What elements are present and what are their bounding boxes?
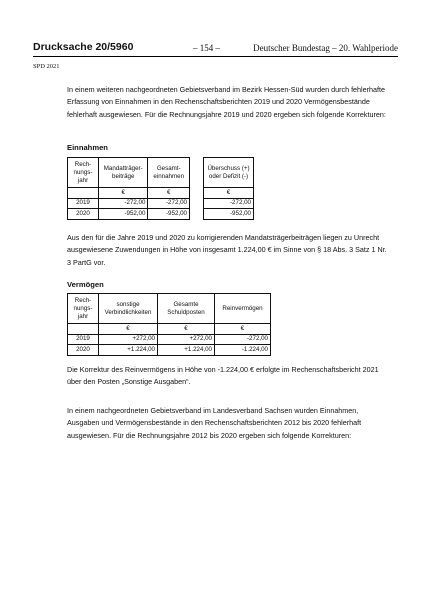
table-row (68, 345, 271, 356)
table-row (204, 198, 254, 209)
row-mandat-value: -952,00 (99, 209, 148, 220)
currency-cell-empty (68, 188, 99, 199)
row-year: 2019 (68, 334, 99, 345)
row-sonstige-value: +1.224,00 (99, 345, 158, 356)
table-row (68, 198, 190, 209)
vermoegen-table (67, 293, 271, 356)
page-number: – 154 – (193, 43, 220, 53)
col-header-schuldposten: Gesamte Schuldposten (158, 294, 215, 324)
col-header-ueberschuss: Überschuss (+) oder Defizit (-) (204, 158, 254, 188)
document-number: Drucksache 20/5960 (33, 41, 134, 53)
col-header-year: Rech-nungs-jahr (68, 294, 99, 324)
row-gesamt-value: -272,00 (148, 198, 190, 209)
currency-cell: € (99, 324, 158, 335)
row-ueberschuss-value: -272,00 (204, 198, 254, 209)
table-row (68, 334, 271, 345)
party-tag: SPD 2021 (33, 63, 60, 70)
row-schuldposten-value: +272,00 (158, 334, 215, 345)
ueberschuss-table (203, 157, 254, 220)
section-title-einnahmen: Einnahmen (67, 143, 108, 152)
row-ueberschuss-value: -952,00 (204, 209, 254, 220)
table-row (204, 209, 254, 220)
paragraph-zuwendungen: Aus den für die Jahre 2019 und 2020 zu korrigierenden Mandatsträgerbeiträgen liegen zu Unrecht ausgewiesene Zuwendungen in Höhe von insgesamt 1.224,00 € im Sinne von § 18 Abs. 3 Satz 1 Nr. 3 PartG vor. (67, 233, 387, 267)
section-title-vermoegen: Vermögen (67, 280, 104, 289)
col-header-reinvermoegen: Reinvermögen (215, 294, 271, 324)
row-sonstige-value: +272,00 (99, 334, 158, 345)
paragraph-sachsen: In einem nachgeordneten Gebietsverband im Landesverband Sachsen wurden Einnahmen, Ausgaben und Vermögensbestände in den Rechenschaftsberichten 2012 bis 2020 fehlerhaft ausgewiesen. Für die Rechnungsjahre 2012 bis 2020 ergeben sich folgende Korrekturen: (67, 406, 362, 440)
paragraph-hessen-sued: In einem weiteren nachgeordneten Gebietsverband im Bezirk Hessen-Süd wurden durch fehlerhafte Erfassung von Einnahmen in den Rechenschaftsberichten 2019 und 2020 Vermögensbestände fehlerhaft ausgewiesen. Für die Rechnungsjahre 2019 und 2020 ergeben sich folgende Korrekturen: (67, 85, 386, 119)
col-header-year: Rech-nungs-jahr (68, 158, 99, 188)
row-schuldposten-value: +1.224,00 (158, 345, 215, 356)
table-row (68, 209, 190, 220)
row-year: 2019 (68, 198, 99, 209)
col-header-sonstige: sonstige Verbindlichkeiten (99, 294, 158, 324)
currency-cell-empty (68, 324, 99, 335)
currency-cell: € (158, 324, 215, 335)
einnahmen-table (67, 157, 190, 220)
col-header-mandat: Mandatträger-beiträge (99, 158, 148, 188)
col-header-gesamt: Gesamt-einnahmen (148, 158, 190, 188)
page-header (33, 36, 398, 57)
row-reinvermoegen-value: -1.224,00 (215, 345, 271, 356)
paragraph-korrektur: Die Korrektur des Reinvermögens in Höhe von -1.224,00 € erfolgte im Rechenschaftsbericht 2021 über den Posten „Sonstige Ausgaben“. (67, 365, 379, 387)
row-year: 2020 (68, 209, 99, 220)
currency-cell: € (204, 188, 254, 199)
row-mandat-value: -272,00 (99, 198, 148, 209)
currency-cell: € (99, 188, 148, 199)
currency-cell: € (148, 188, 190, 199)
row-reinvermoegen-value: -272,00 (215, 334, 271, 345)
publisher-name: Deutscher Bundestag – 20. Wahlperiode (253, 43, 398, 53)
row-gesamt-value: -952,00 (148, 209, 190, 220)
row-year: 2020 (68, 345, 99, 356)
currency-cell: € (215, 324, 271, 335)
